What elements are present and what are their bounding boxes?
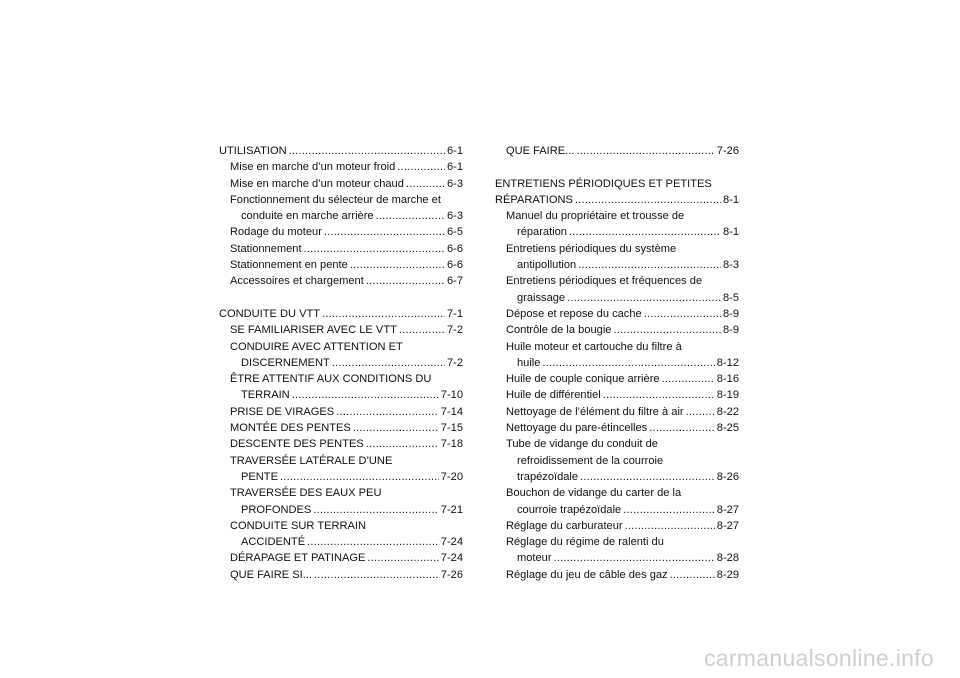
dot-leader	[289, 143, 445, 159]
toc-entry[interactable]	[495, 257, 739, 273]
toc-entry[interactable]	[495, 485, 739, 501]
dot-leader	[686, 404, 715, 420]
toc-entry-title: UTILISATION	[219, 145, 287, 157]
dot-leader	[575, 192, 721, 208]
toc-entry-page: 8-25	[716, 422, 739, 435]
toc-entry-title: Tube de vidange du conduit de	[506, 438, 658, 451]
toc-entry-page: 7-21	[440, 503, 463, 516]
toc-entry-page: 8-1	[722, 226, 739, 239]
toc-entry[interactable]	[219, 322, 463, 338]
toc-entry[interactable]	[219, 208, 463, 224]
toc-entry[interactable]	[495, 224, 739, 240]
toc-column-right	[495, 143, 739, 583]
toc-entry-title: Entretiens périodiques du système	[506, 242, 677, 255]
toc-entry[interactable]	[219, 453, 463, 469]
dot-leader	[304, 241, 445, 257]
toc-entry[interactable]	[219, 371, 463, 387]
toc-entry-page: 7-24	[440, 536, 463, 549]
toc-entry-page: 8-19	[716, 389, 739, 402]
dot-leader	[578, 257, 721, 273]
toc-entry-page: 6-3	[446, 210, 463, 223]
toc-entry[interactable]	[219, 387, 463, 403]
dot-leader	[313, 502, 439, 518]
toc-entry-page: 8-3	[722, 259, 739, 272]
dot-leader	[332, 355, 445, 371]
toc-entry-page: 6-6	[446, 242, 463, 255]
toc-entry-title: PROFONDES	[241, 503, 312, 516]
toc-entry-title: Huile moteur et cartouche du filtre à	[506, 340, 682, 353]
toc-entry[interactable]	[219, 404, 463, 420]
toc-column-left	[219, 143, 463, 583]
dot-leader	[623, 502, 715, 518]
toc-entry-page: 8-12	[716, 356, 739, 369]
dot-leader	[280, 469, 439, 485]
toc-entry[interactable]	[495, 436, 739, 452]
toc-entry-title: Mise en marche d’un moteur froid	[230, 161, 396, 174]
toc-entry[interactable]	[219, 339, 463, 355]
toc-entry-page: 6-6	[446, 259, 463, 272]
toc-entry-page: 8-27	[716, 519, 739, 532]
toc-entry-title: Stationnement en pente	[230, 259, 348, 272]
toc-entry-title: CONDUITE SUR TERRAIN	[230, 519, 367, 532]
toc-entry-title: DESCENTE DES PENTES	[230, 438, 364, 451]
toc-entry[interactable]	[495, 387, 739, 403]
dot-leader	[569, 224, 721, 240]
toc-entry-page: 7-15	[440, 422, 463, 435]
toc-entry[interactable]	[495, 420, 739, 436]
toc-entry[interactable]	[219, 518, 463, 534]
toc-entry[interactable]	[219, 241, 463, 257]
toc-entry-page: 8-29	[716, 568, 739, 581]
toc-entry-page: 7-14	[440, 405, 463, 418]
toc-entry[interactable]	[495, 176, 739, 192]
toc-entry-page: 8-22	[716, 405, 739, 418]
dot-leader	[322, 306, 445, 322]
toc-entry-title: moteur	[517, 552, 552, 565]
dot-leader	[367, 550, 438, 566]
toc-entry-page: 7-10	[440, 389, 463, 402]
toc-entry[interactable]	[219, 485, 463, 501]
toc-entry-title: Contrôle de la bougie	[506, 324, 612, 337]
watermark-text: carmanualsonline.info	[703, 645, 934, 671]
dot-leader	[324, 224, 445, 240]
toc-entry[interactable]	[495, 339, 739, 355]
toc-entry-title: Nettoyage de l’élément du filtre à air	[506, 405, 684, 418]
toc-entry-title: Accessoires et chargement	[230, 275, 364, 288]
toc-entry-page: 7-26	[716, 145, 739, 157]
dot-leader	[576, 143, 714, 159]
dot-leader	[662, 371, 715, 387]
toc-entry[interactable]	[495, 322, 739, 338]
toc-entry-page: 6-1	[446, 145, 463, 157]
toc-entry-page: 7-2	[446, 324, 463, 337]
toc-entry-title: courroie trapézoïdale	[517, 503, 622, 516]
toc-entry-title: QUE FAIRE...	[506, 145, 575, 157]
dot-leader	[366, 273, 445, 289]
toc-entry[interactable]	[495, 306, 739, 322]
toc-entry-title: refroidissement de la courroie	[517, 454, 664, 467]
toc-entry-page: 7-26	[440, 568, 463, 581]
section-gap	[219, 290, 463, 306]
dot-leader	[613, 322, 720, 338]
toc-entry-page: 7-1	[446, 307, 463, 320]
toc-entry-title: trapézoïdale	[517, 470, 579, 483]
toc-entry-title: Réglage du régime de ralenti du	[506, 536, 664, 549]
toc-entry-title: Mise en marche d’un moteur chaud	[230, 177, 404, 190]
toc-entry[interactable]	[219, 224, 463, 240]
toc-entry-title: réparation	[517, 226, 567, 239]
dot-leader	[406, 176, 445, 192]
toc-entry-page: 8-5	[722, 291, 739, 304]
dot-leader	[670, 567, 715, 583]
toc-entry-title: Bouchon de vidange du carter de la	[506, 487, 682, 500]
toc-entry-title: TRAVERSÉE LATÉRALE D’UNE	[230, 454, 393, 467]
toc-entry[interactable]	[219, 420, 463, 436]
toc-entry[interactable]	[495, 550, 739, 566]
toc-entry[interactable]	[219, 306, 463, 322]
toc-entry-title: ÊTRE ATTENTIF AUX CONDITIONS DU	[230, 373, 432, 386]
toc-entry[interactable]	[495, 290, 739, 306]
dot-leader	[292, 387, 439, 403]
toc-entry[interactable]	[219, 159, 463, 175]
toc-entry[interactable]	[219, 355, 463, 371]
toc-entry[interactable]	[495, 469, 739, 485]
toc-entry[interactable]	[495, 273, 739, 289]
toc-entry-title: SE FAMILIARISER AVEC LE VTT	[230, 324, 397, 337]
toc-entry-title: Entretiens périodiques et fréquences de	[506, 275, 703, 288]
toc-entry-page: 7-20	[440, 470, 463, 483]
toc-entry[interactable]	[495, 502, 739, 518]
toc-entry[interactable]	[219, 502, 463, 518]
toc-entry-page: 6-7	[446, 275, 463, 288]
toc-entry-title: Fonctionnement du sélecteur de marche et	[230, 193, 441, 206]
toc-entry-title: huile	[517, 356, 541, 369]
dot-leader	[314, 567, 439, 583]
toc-entry[interactable]	[495, 208, 739, 224]
toc-entry[interactable]	[495, 567, 739, 583]
toc-entry[interactable]	[495, 192, 739, 208]
dot-leader	[649, 420, 715, 436]
section-gap	[495, 159, 739, 175]
dot-leader	[399, 322, 445, 338]
toc-entry[interactable]	[219, 436, 463, 452]
dot-leader	[376, 208, 445, 224]
dot-leader	[580, 469, 715, 485]
dot-leader	[366, 436, 439, 452]
toc-entry[interactable]	[495, 534, 739, 550]
toc-entry[interactable]	[495, 518, 739, 534]
toc-entry-title: PENTE	[241, 470, 278, 483]
dot-leader	[644, 306, 721, 322]
toc-entry-page: 8-16	[716, 373, 739, 386]
toc-entry[interactable]	[219, 176, 463, 192]
toc-entry[interactable]	[219, 567, 463, 583]
dot-leader	[353, 420, 439, 436]
toc-entry-title: Manuel du propriétaire et trousse de	[506, 210, 685, 223]
toc-entry-title: DÉRAPAGE ET PATINAGE	[230, 552, 366, 565]
toc-entry[interactable]	[219, 257, 463, 273]
toc-entry[interactable]	[219, 143, 463, 159]
toc-entry[interactable]	[219, 469, 463, 485]
dot-leader	[542, 355, 714, 371]
toc-entry-page: 6-5	[446, 226, 463, 239]
toc-entry-title: Rodage du moteur	[230, 226, 322, 239]
toc-entry-title: Dépose et repose du cache	[506, 307, 642, 320]
toc-entry[interactable]	[495, 143, 739, 159]
dot-leader	[625, 518, 715, 534]
toc-entry-page: 6-3	[446, 177, 463, 190]
dot-leader	[336, 404, 439, 420]
toc-entry[interactable]	[495, 404, 739, 420]
toc-entry[interactable]	[495, 355, 739, 371]
toc-entry-title: Stationnement	[230, 242, 302, 255]
toc-entry-page: 8-9	[722, 324, 739, 337]
toc-entry-title: Huile de différentiel	[506, 389, 601, 402]
toc-entry[interactable]	[495, 241, 739, 257]
toc-entry-title: PRISE DE VIRAGES	[230, 405, 335, 418]
toc-entry-title: Nettoyage du pare-étincelles	[506, 422, 648, 435]
toc-entry-title: ENTRETIENS PÉRIODIQUES ET PETITES	[495, 177, 712, 190]
toc-entry-title: RÉPARATIONS	[495, 193, 573, 206]
toc-entry-page: 7-2	[446, 356, 463, 369]
toc-entry-title: Réglage du carburateur	[506, 519, 623, 532]
toc-entry[interactable]	[219, 273, 463, 289]
toc-entry-title: QUE FAIRE SI...	[230, 568, 312, 581]
toc-entry[interactable]	[495, 371, 739, 387]
toc-entry-page: 6-1	[446, 161, 463, 174]
toc-entry-page: 8-1	[722, 193, 739, 206]
dot-leader	[554, 550, 715, 566]
toc-entry[interactable]	[219, 192, 463, 208]
toc-entry[interactable]	[219, 534, 463, 550]
toc-entry-page: 7-18	[440, 438, 463, 451]
toc-entry-page: 7-24	[440, 552, 463, 565]
dot-leader	[567, 290, 721, 306]
dot-leader	[603, 387, 715, 403]
toc-entry-page: 8-26	[716, 470, 739, 483]
toc-entry-page: 8-27	[716, 503, 739, 516]
dot-leader	[397, 159, 445, 175]
toc-entry-title: antipollution	[517, 259, 577, 272]
toc-entry-title: CONDUITE DU VTT	[219, 307, 321, 320]
toc-entry-title: TERRAIN	[241, 389, 290, 402]
toc-entry-page: 8-28	[716, 552, 739, 565]
toc-entry-title: TRAVERSÉE DES EAUX PEU	[230, 487, 382, 500]
toc-entry-title: MONTÉE DES PENTES	[230, 422, 351, 435]
toc-entry-page: 8-9	[722, 307, 739, 320]
dot-leader	[307, 534, 439, 550]
toc-entry[interactable]	[219, 550, 463, 566]
toc-entry-title: Huile de couple conique arrière	[506, 373, 660, 386]
toc-entry-title: Réglage du jeu de câble des gaz	[506, 568, 668, 581]
toc-entry-title: conduite en marche arrière	[241, 210, 374, 223]
toc-entry-title: DISCERNEMENT	[241, 356, 330, 369]
toc-entry-title: graissage	[517, 291, 566, 304]
toc-entry-title: CONDUIRE AVEC ATTENTION ET	[230, 340, 403, 353]
dot-leader	[350, 257, 445, 273]
toc-entry-title: ACCIDENTÉ	[241, 536, 306, 549]
toc-entry[interactable]	[495, 453, 739, 469]
